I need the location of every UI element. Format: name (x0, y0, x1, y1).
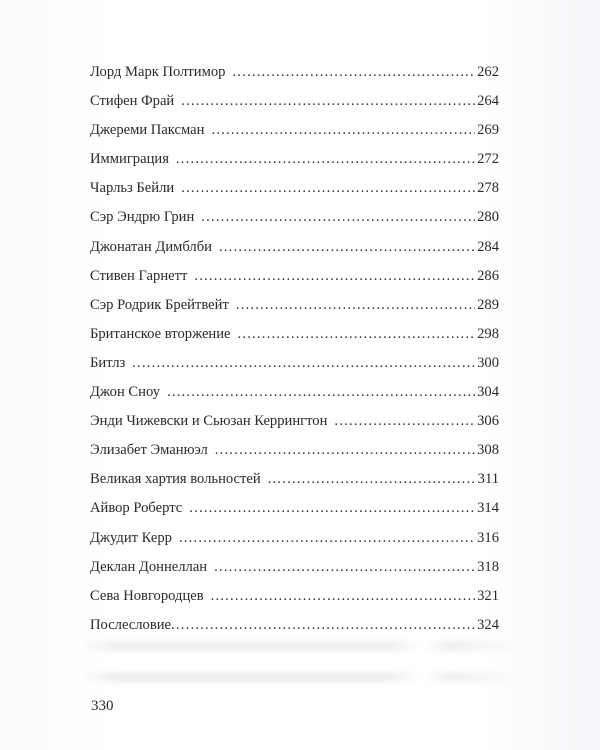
toc-dot-leader (236, 291, 475, 320)
toc-dot-leader (179, 524, 475, 553)
toc-dot-leader (211, 116, 475, 145)
toc-entry-title: Битлз (90, 354, 126, 371)
toc-entry (90, 291, 499, 320)
toc-entry-page: 316 (477, 529, 499, 546)
toc-entry-title: Энди Чижевски и Сьюзан Керрингтон (90, 413, 328, 430)
toc-entry (90, 58, 499, 87)
toc-entry-page: 278 (477, 180, 499, 197)
toc-dot-leader (215, 436, 475, 465)
page-number: 330 (91, 698, 114, 714)
toc-entry (90, 233, 499, 262)
toc-entry (90, 494, 499, 523)
toc-entry-title: Джереми Паксман (90, 122, 205, 139)
toc-entry (90, 203, 499, 232)
toc-entry-page: 264 (477, 93, 499, 110)
toc-entry (90, 116, 499, 145)
toc-entry (90, 320, 499, 349)
toc-entry-page: 318 (477, 558, 499, 575)
toc-entry-page: 262 (477, 64, 499, 80)
toc-entry-title: Сева Новгородцев (90, 587, 204, 604)
toc-entry-title: Сэр Эндрю Грин (90, 209, 195, 226)
toc-entry-title: Джудит Керр (90, 529, 172, 546)
toc-entry-page: 289 (477, 296, 499, 313)
toc-dot-leader (167, 378, 475, 407)
toc-entry-page: 280 (477, 209, 499, 226)
toc-dot-leader (181, 87, 475, 116)
toc-entry-page: 272 (477, 151, 499, 168)
toc-entry (90, 465, 499, 494)
toc-dot-leader (334, 407, 475, 436)
toc-entry (90, 378, 499, 407)
toc-entry (90, 262, 499, 291)
toc-dot-leader (268, 465, 476, 494)
toc-entry-title: Джон Сноу (90, 384, 161, 401)
toc-entry-title: Элизабет Эманюэл (90, 442, 208, 459)
toc-dot-leader (132, 349, 475, 378)
toc-dot-leader (201, 203, 475, 232)
toc-entry-page: 298 (477, 325, 499, 342)
toc-entry-title: Послесловие (90, 616, 172, 633)
toc-entry-title: Айвор Робертс (90, 500, 183, 517)
toc-entry-page: 269 (477, 122, 499, 139)
toc-entry-title: Великая хартия вольностей (90, 471, 261, 488)
toc-entry-title: Сэр Родрик Брейтвейт (90, 296, 229, 313)
toc-entry (90, 582, 499, 611)
toc-entry (90, 553, 499, 582)
toc-dot-leader (176, 145, 475, 174)
toc-dot-leader (189, 494, 475, 523)
toc-entry-page: 314 (477, 500, 499, 517)
toc-entry-page: 311 (477, 471, 499, 488)
toc-dot-leader (211, 582, 475, 611)
toc-entry (90, 611, 499, 640)
toc-entry-page: 286 (477, 267, 499, 284)
toc-entry (90, 436, 499, 465)
toc-dot-leader (219, 233, 475, 262)
toc-entry-title: Стивен Гарнетт (90, 267, 188, 284)
toc-entry-page: 321 (477, 587, 499, 604)
toc-entry-page: 308 (477, 442, 499, 459)
toc-entry-page: 324 (477, 616, 499, 633)
toc-entry (90, 407, 499, 436)
toc-entry (90, 349, 499, 378)
toc-dot-leader (181, 174, 475, 203)
toc-dot-leader (238, 320, 476, 349)
toc-entry (90, 87, 499, 116)
toc-entry-title: Британское вторжение (90, 325, 231, 342)
table-of-contents (90, 58, 499, 640)
toc-entry-title: Чарльз Бейли (90, 180, 175, 197)
bleed-through-text (80, 672, 520, 682)
toc-dot-leader (232, 58, 475, 87)
toc-entry-title: Иммиграция (90, 151, 169, 168)
bleed-through-text (80, 641, 520, 651)
toc-entry-page: 306 (477, 413, 499, 430)
toc-entry-page: 304 (477, 384, 499, 401)
toc-entry-title: Джонатан Димблби (90, 238, 212, 255)
toc-entry-title: Деклан Доннеллан (90, 558, 208, 575)
toc-dot-leader (171, 611, 475, 640)
toc-entry-page: 300 (477, 354, 499, 371)
toc-dot-leader (214, 553, 475, 582)
toc-entry-title: Лорд Марк Полтимор (90, 64, 226, 80)
toc-entry (90, 524, 499, 553)
toc-entry (90, 174, 499, 203)
toc-entry-title: Стифен Фрай (90, 93, 175, 110)
toc-dot-leader (194, 262, 475, 291)
toc-entry (90, 145, 499, 174)
toc-entry-page: 284 (477, 238, 499, 255)
